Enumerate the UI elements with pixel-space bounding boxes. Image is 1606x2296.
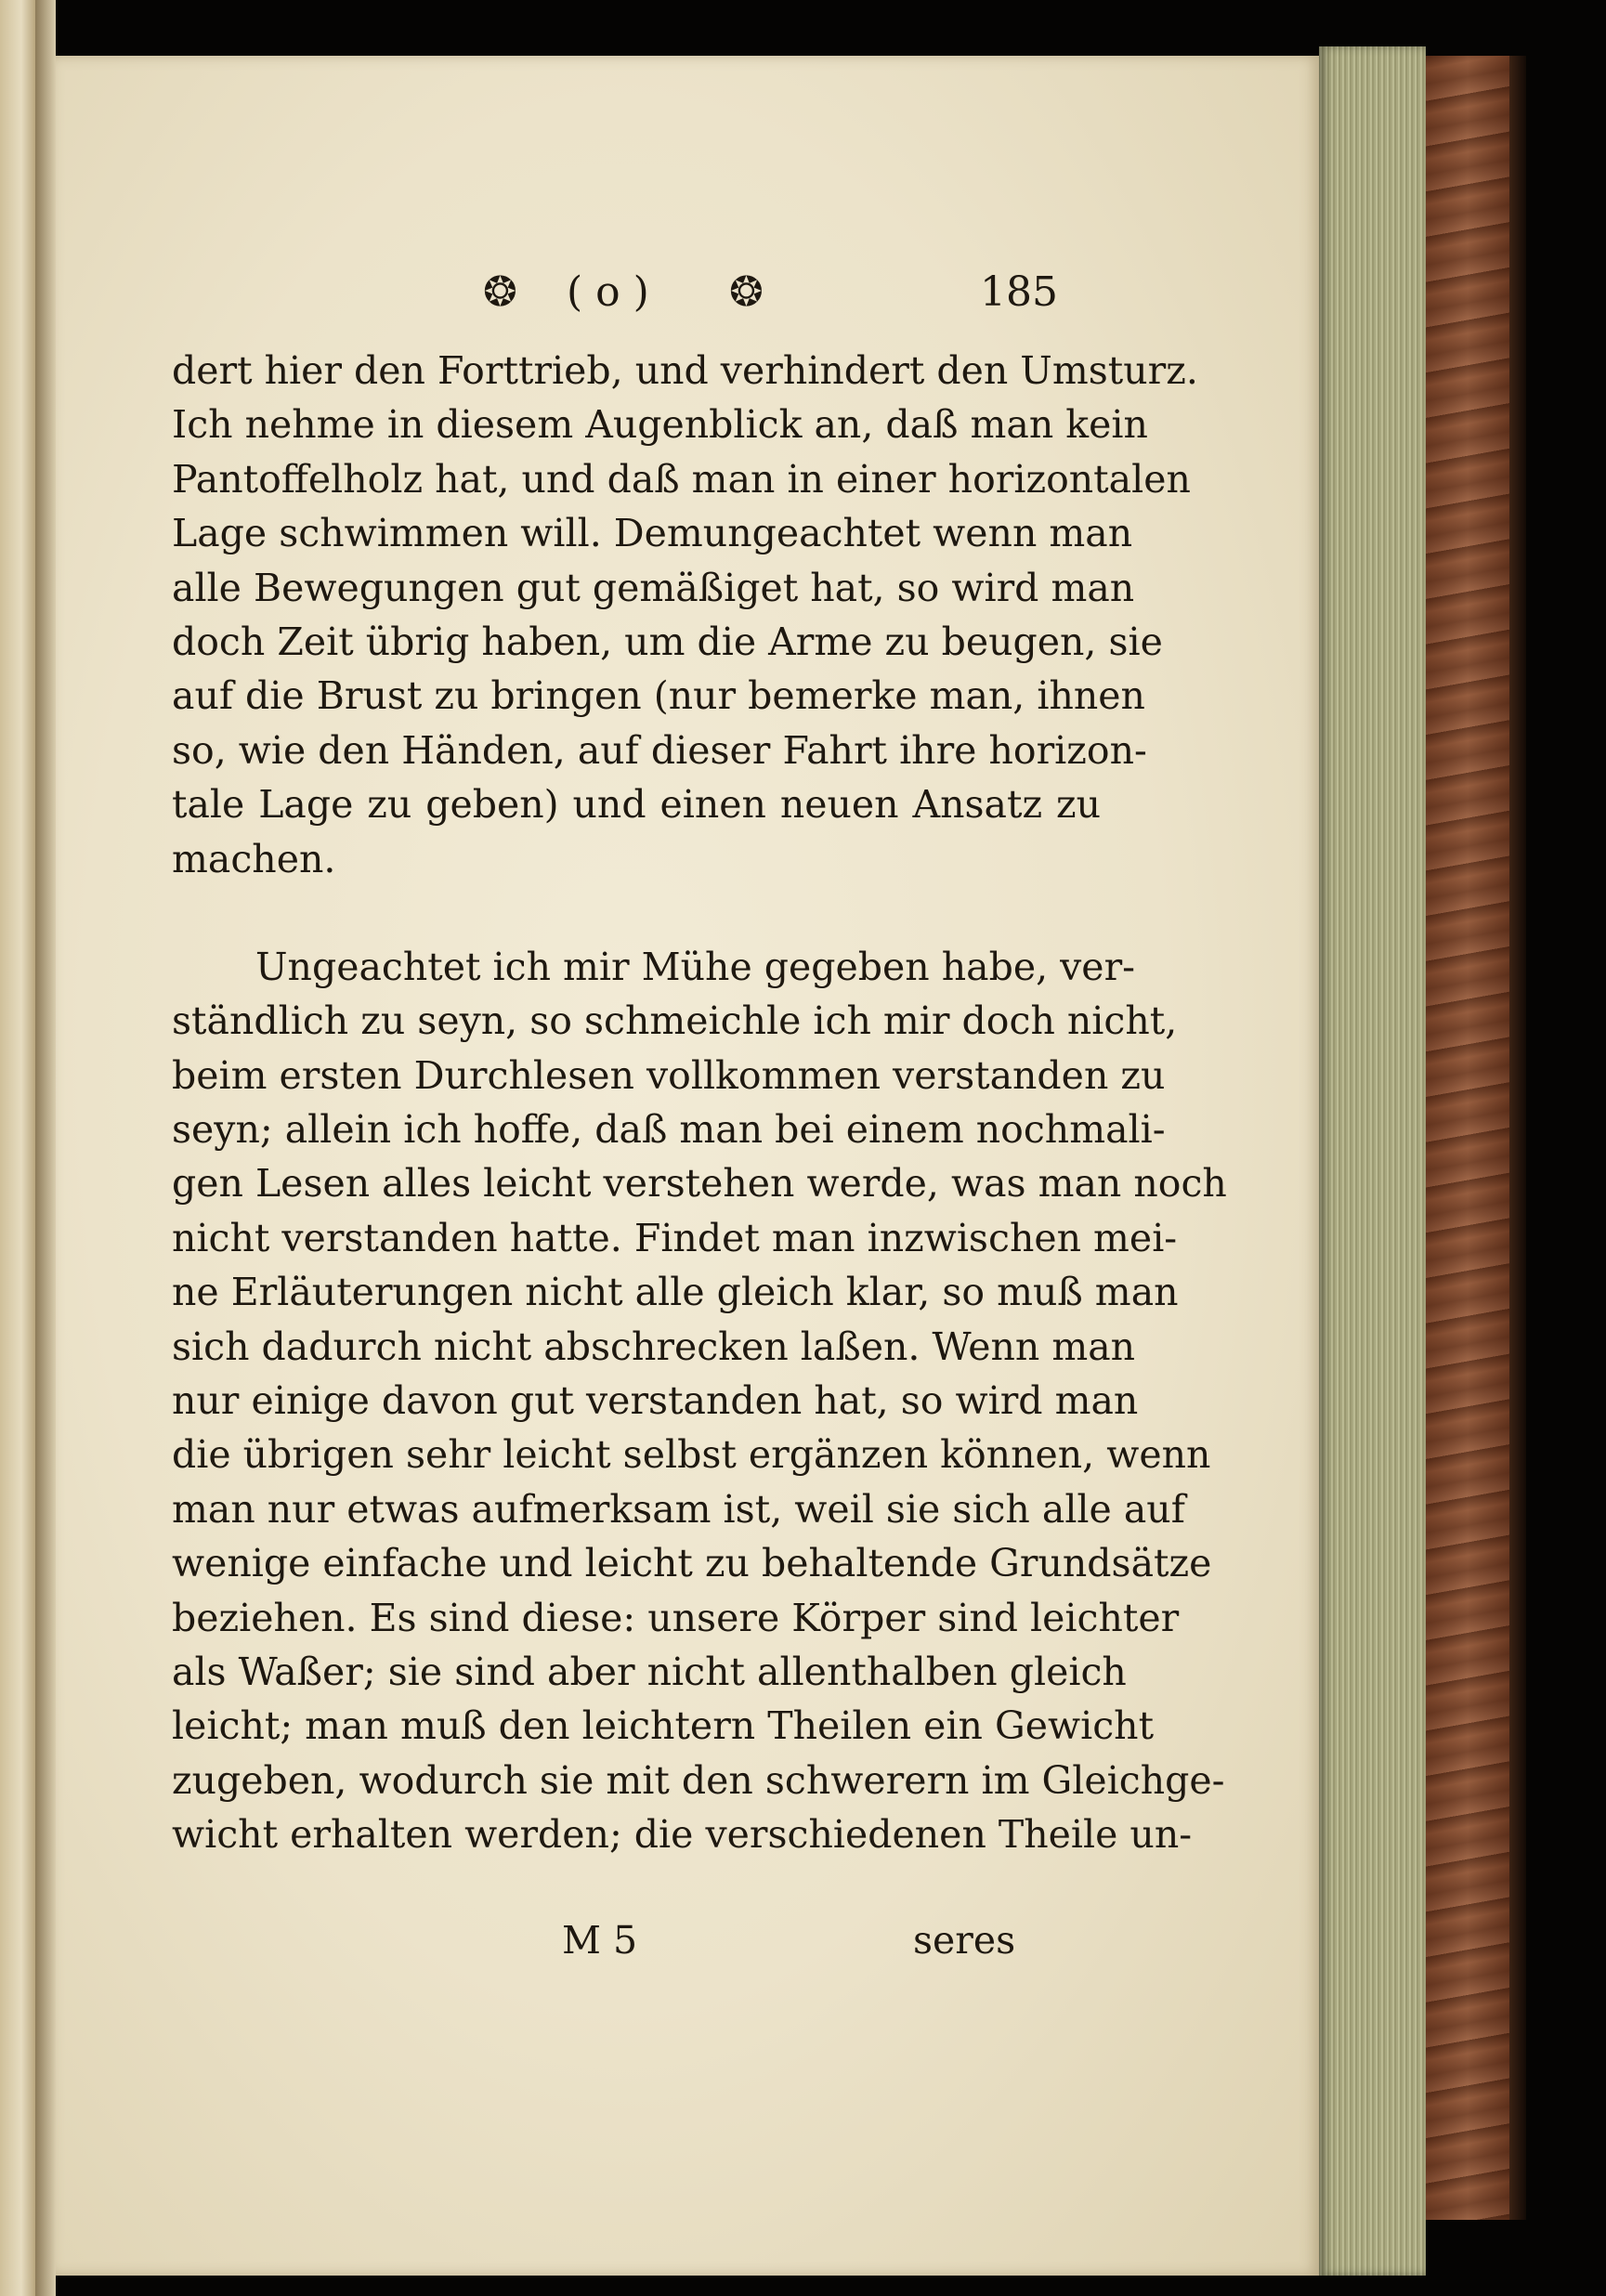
ornament-left-icon: ❂	[483, 268, 517, 316]
text-line: machen.	[172, 836, 336, 881]
text-line: doch Zeit übrig haben, um die Arme zu beugen, sie	[172, 619, 1163, 664]
paragraph	[172, 940, 1227, 1862]
cover-edge	[1509, 56, 1526, 2220]
printer-signature: M 5	[562, 1918, 638, 1963]
text-line: sich dadurch nicht abschrecken laßen. Wenn man	[172, 1324, 1136, 1369]
text-line: gen Lesen alles leicht verstehen werde, was man noch	[172, 1161, 1227, 1207]
book-gutter	[35, 0, 56, 2296]
text-line: tale Lage zu geben) und einen neuen Ansatz zu	[172, 782, 1101, 828]
text-line: wenige einfache und leicht zu behaltende Grundsätze	[172, 1541, 1212, 1586]
text-line: seyn; allein ich hoffe, daß man bei einem nochmali-	[172, 1107, 1166, 1153]
text-line: nicht verstanden hatte. Findet man inzwischen mei-	[172, 1215, 1178, 1260]
ornament-right-icon: ❂	[729, 268, 764, 316]
page-number: 185	[980, 268, 1058, 316]
marbled-cover	[1426, 56, 1509, 2220]
text-line: zugeben, wodurch sie mit den schwerern im Gleichge-	[172, 1757, 1225, 1803]
text-line: als Waßer; sie sind aber nicht allenthalben gleich	[172, 1649, 1127, 1694]
body-text	[172, 344, 1227, 1862]
text-line: ne Erläuterungen nicht alle gleich klar, so muß man	[172, 1270, 1179, 1315]
text-line: beziehen. Es sind diese: unsere Körper sind leichter	[172, 1595, 1180, 1640]
facing-page-edge	[0, 0, 35, 2296]
catchword: seres	[913, 1918, 1016, 1963]
text-line: Ich nehme in diesem Augenblick an, daß man kein	[172, 402, 1148, 448]
running-header	[483, 265, 1077, 320]
text-line: auf die Brust zu bringen (nur bemerke man, ihnen	[172, 673, 1145, 719]
text-line: alle Bewegungen gut gemäßiget hat, so wird man	[172, 565, 1135, 610]
text-line: man nur etwas aufmerksam ist, weil sie sich alle auf	[172, 1486, 1185, 1532]
section-marker: ( o )	[567, 268, 649, 316]
text-line: so, wie den Händen, auf dieser Fahrt ihre horizon-	[172, 727, 1147, 773]
text-line: Ungeachtet ich mir Mühe gegeben habe, ver-	[255, 944, 1136, 989]
page-block-edge	[1319, 46, 1426, 2276]
text-line: beim ersten Durchlesen vollkommen verstanden zu	[172, 1052, 1166, 1098]
text-line: leicht; man muß den leichtern Theilen ein Gewicht	[172, 1703, 1155, 1749]
text-line: dert hier den Forttrieb, und verhindert den Umsturz.	[172, 348, 1198, 393]
text-line: wicht erhalten werden; die verschiedenen Theile un-	[172, 1812, 1193, 1858]
text-line: Pantoffelholz hat, und daß man in einer horizontalen	[172, 456, 1191, 502]
text-line: die übrigen sehr leicht selbst ergänzen können, wenn	[172, 1432, 1211, 1478]
text-line: ständlich zu seyn, so schmeichle ich mir doch nicht,	[172, 998, 1178, 1044]
paragraph-gap	[172, 886, 1101, 940]
paragraph	[172, 344, 1198, 886]
text-line: Lage schwimmen will. Demungeachtet wenn man	[172, 511, 1133, 556]
text-line: nur einige davon gut verstanden hat, so wird man	[172, 1378, 1139, 1424]
